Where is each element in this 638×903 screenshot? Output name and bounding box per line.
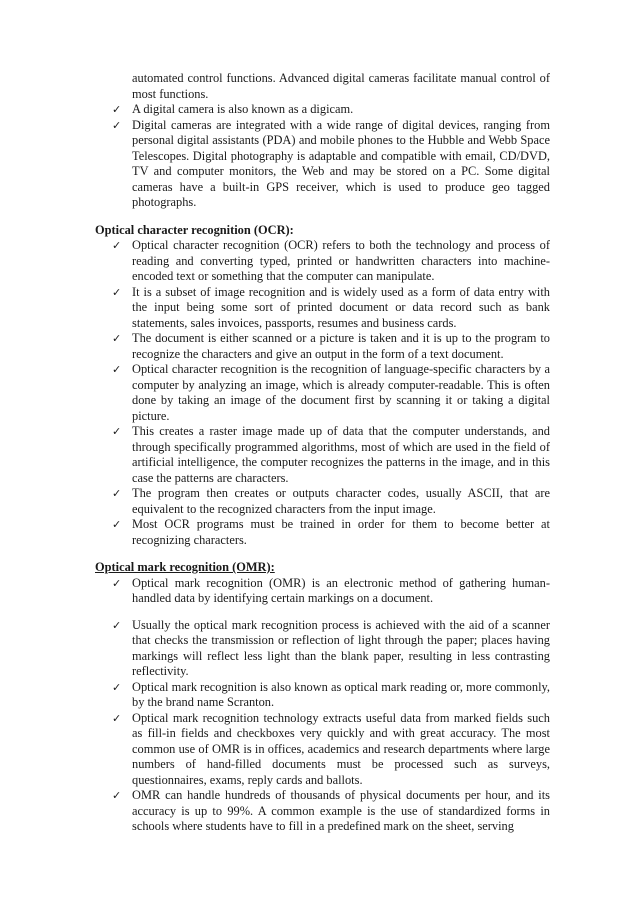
list-item-text: Most OCR programs must be trained in order for them to become better at recognizing characters.: [132, 517, 550, 547]
list-item: [95, 285, 550, 332]
list-item-text: This creates a raster image made up of data that the computer understands, and through specifically programmed algorithms, most of which are used in the field of artificial intelligence, the computer recognizes the patterns in the image, and in this case the patterns are characters.: [132, 424, 550, 485]
omr-list: [95, 576, 550, 835]
check-mark-icon: ✓: [112, 618, 122, 632]
intro-continuation: automated control functions. Advanced digital cameras facilitate manual control of most functions.: [132, 71, 550, 101]
list-item-text: Optical character recognition (OCR) refers to both the technology and process of reading and converting typed, printed or handwritten characters into machine-encoded text or something that the computer can manipulate.: [132, 238, 550, 283]
list-item-text: Optical mark recognition (OMR) is an electronic method of gathering human-handled data by identifying certain markings on a document.: [132, 575, 550, 605]
list-item: [95, 711, 550, 789]
list-item: [95, 517, 550, 548]
list-item: [95, 576, 550, 607]
list-item: [95, 680, 550, 711]
check-mark-icon: ✓: [112, 576, 122, 590]
list-item: [95, 331, 550, 362]
check-mark-icon: ✓: [112, 680, 122, 694]
list-item-text: Usually the optical mark recognition process is achieved with the aid of a scanner that checks the transmission or reflection of light through the paper; places having markings will reflect less light than the blank paper, resulting in less contrasting reflectivity.: [132, 617, 550, 678]
list-item-text: A digital camera is also known as a digicam.: [132, 102, 354, 116]
ocr-list: [95, 238, 550, 548]
page-content: [95, 71, 550, 835]
check-mark-icon: ✓: [112, 103, 122, 116]
check-mark-icon: ✓: [112, 518, 122, 531]
check-mark-icon: ✓: [112, 239, 122, 252]
list-item-text: Digital cameras are integrated with a wide range of digital devices, ranging from personal digital assistants (PDA) and mobile phones to the Hubble and Webb Space Telescopes. Digital photography is adaptable and compatible with email, CD/DVD, TV and computer monitors, the Web and may be stored on a PC. Some digital cameras have a built-in GPS receiver, which is used to produce geo tagged photographs.: [132, 117, 550, 209]
ocr-heading: Optical character recognition (OCR):: [95, 222, 294, 237]
list-item-text: The document is either scanned or a picture is taken and it is up to the program to recognize the characters and give an output in the form of a text document.: [132, 331, 550, 361]
check-mark-icon: ✓: [112, 425, 122, 438]
list-item-text: Optical mark recognition technology extracts useful data from marked fields such as fill-in fields and checkboxes very quickly and with great accuracy. The most common use of OMR is in offices, academics and research departments where large numbers of hand-filled documents must be processed such as surveys, questionnaires, exams, reply cards and ballots.: [132, 710, 550, 787]
check-mark-icon: ✓: [112, 789, 122, 802]
list-item: [95, 238, 550, 285]
list-item: [95, 788, 550, 835]
list-item: [95, 486, 550, 517]
list-item: [95, 424, 550, 486]
check-mark-icon: ✓: [112, 363, 122, 376]
list-item-text: Optical mark recognition is also known as optical mark reading or, more commonly, by the brand name Scranton.: [132, 679, 550, 709]
check-mark-icon: ✓: [112, 711, 122, 725]
list-item-text: The program then creates or outputs character codes, usually ASCII, that are equivalent to the recognized characters from the input image.: [132, 486, 550, 516]
list-item: [95, 118, 550, 211]
list-item-text: Optical character recognition is the recognition of language-specific characters by a computer by analyzing an image, which is already computer-readable. This is often done by taking an image of the document first by scanning it or taking a digital picture.: [132, 362, 550, 423]
spacer: [95, 607, 550, 618]
list-item-text: It is a subset of image recognition and is widely used as a form of data entry with the input being some sort of printed document or data record such as bank statements, sales invoices, passports, resumes and business cards.: [132, 284, 550, 330]
check-mark-icon: ✓: [112, 285, 122, 299]
check-mark-icon: ✓: [112, 332, 122, 345]
list-item: [95, 362, 550, 424]
list-item: [95, 102, 550, 118]
omr-heading: Optical mark recognition (OMR):: [95, 560, 275, 574]
check-mark-icon: ✓: [112, 487, 122, 500]
check-mark-icon: ✓: [112, 118, 122, 132]
intro-list: [95, 102, 550, 211]
list-item: [95, 618, 550, 680]
list-item-text: OMR can handle hundreds of thousands of physical documents per hour, and its accuracy is up to 99%. A common example is the use of standardized forms in schools where students have to fill in a predefined mark on the sheet, serving: [132, 788, 550, 833]
